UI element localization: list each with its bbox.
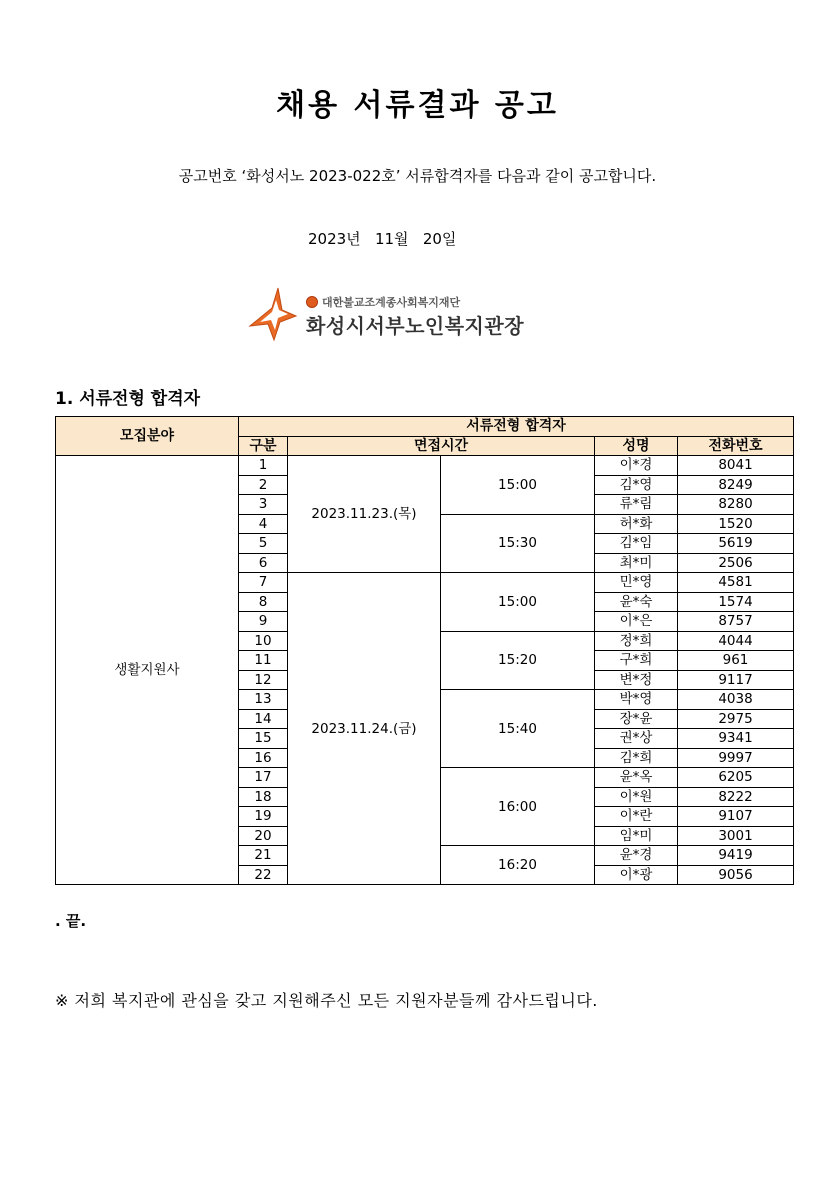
logo-star-icon — [248, 286, 298, 342]
phone-cell: 9056 — [678, 865, 794, 885]
table-row — [56, 456, 794, 476]
thanks-note: ※ 저희 복지관에 관심을 갖고 지원해주신 모든 지원자분들께 감사드립니다. — [55, 991, 598, 1010]
name-cell: 김*임 — [595, 534, 678, 554]
name-cell: 류*림 — [595, 495, 678, 515]
row-no-cell: 3 — [239, 495, 288, 515]
row-no-cell: 9 — [239, 612, 288, 632]
name-cell: 이*경 — [595, 456, 678, 476]
phone-cell: 9117 — [678, 670, 794, 690]
header-phone: 전화번호 — [678, 436, 794, 456]
phone-cell: 2506 — [678, 553, 794, 573]
dharma-wheel-icon — [306, 296, 318, 308]
phone-cell: 8249 — [678, 475, 794, 495]
phone-cell: 4038 — [678, 690, 794, 710]
row-no-cell: 19 — [239, 807, 288, 827]
name-cell: 최*미 — [595, 553, 678, 573]
phone-cell: 9107 — [678, 807, 794, 827]
phone-cell: 1574 — [678, 592, 794, 612]
name-cell: 변*정 — [595, 670, 678, 690]
phone-cell: 4581 — [678, 573, 794, 593]
name-cell: 임*미 — [595, 826, 678, 846]
phone-cell: 3001 — [678, 826, 794, 846]
name-cell: 장*윤 — [595, 709, 678, 729]
row-no-cell: 11 — [239, 651, 288, 671]
phone-cell: 8222 — [678, 787, 794, 807]
logo-foundation-text: 대한불교조계종사회복지재단 — [322, 296, 461, 309]
section-heading: 1. 서류전형 합격자 — [55, 389, 201, 409]
name-cell: 권*상 — [595, 729, 678, 749]
phone-cell: 1520 — [678, 514, 794, 534]
row-no-cell: 22 — [239, 865, 288, 885]
header-no: 구분 — [239, 436, 288, 456]
row-no-cell: 5 — [239, 534, 288, 554]
interview-date-cell: 2023.11.24.(금) — [288, 573, 441, 885]
name-cell: 구*희 — [595, 651, 678, 671]
row-no-cell: 13 — [239, 690, 288, 710]
notice-line: 공고번호 ‘화성서노 2023-022호’ 서류합격자를 다음과 같이 공고합니다. — [178, 167, 657, 185]
row-no-cell: 7 — [239, 573, 288, 593]
results-table — [55, 416, 794, 885]
header-interview-time: 면접시간 — [288, 436, 595, 456]
row-no-cell: 20 — [239, 826, 288, 846]
row-no-cell: 18 — [239, 787, 288, 807]
header-field: 모집분야 — [56, 417, 239, 456]
phone-cell: 8041 — [678, 456, 794, 476]
interview-date-cell: 2023.11.23.(목) — [288, 456, 441, 573]
name-cell: 이*란 — [595, 807, 678, 827]
phone-cell: 6205 — [678, 768, 794, 788]
phone-cell: 9997 — [678, 748, 794, 768]
interview-time-cell: 15:20 — [441, 631, 595, 690]
phone-cell: 9341 — [678, 729, 794, 749]
name-cell: 정*희 — [595, 631, 678, 651]
results-body — [56, 456, 794, 885]
logo-center-name: 화성시서부노인복지관장 — [306, 314, 525, 338]
interview-time-cell: 15:40 — [441, 690, 595, 768]
row-no-cell: 21 — [239, 846, 288, 866]
row-no-cell: 15 — [239, 729, 288, 749]
name-cell: 이*광 — [595, 865, 678, 885]
name-cell: 윤*숙 — [595, 592, 678, 612]
header-group: 서류전형 합격자 — [239, 417, 794, 437]
row-no-cell: 6 — [239, 553, 288, 573]
announcement-date: 2023년 11월 20일 — [308, 230, 457, 248]
name-cell: 김*희 — [595, 748, 678, 768]
phone-cell: 8280 — [678, 495, 794, 515]
organization-logo — [248, 286, 548, 342]
phone-cell: 9419 — [678, 846, 794, 866]
name-cell: 민*영 — [595, 573, 678, 593]
interview-time-cell: 15:30 — [441, 514, 595, 573]
row-no-cell: 16 — [239, 748, 288, 768]
end-mark: . 끝. — [55, 912, 87, 930]
field-cell: 생활지원사 — [56, 456, 239, 885]
phone-cell: 961 — [678, 651, 794, 671]
document-title: 채용 서류결과 공고 — [276, 88, 559, 123]
interview-time-cell: 15:00 — [441, 573, 595, 632]
row-no-cell: 2 — [239, 475, 288, 495]
logo-foundation — [306, 294, 460, 310]
name-cell: 허*화 — [595, 514, 678, 534]
phone-cell: 8757 — [678, 612, 794, 632]
name-cell: 김*영 — [595, 475, 678, 495]
row-no-cell: 1 — [239, 456, 288, 476]
interview-time-cell: 15:00 — [441, 456, 595, 515]
phone-cell: 2975 — [678, 709, 794, 729]
name-cell: 이*은 — [595, 612, 678, 632]
row-no-cell: 12 — [239, 670, 288, 690]
interview-time-cell: 16:20 — [441, 846, 595, 885]
header-name: 성명 — [595, 436, 678, 456]
row-no-cell: 14 — [239, 709, 288, 729]
name-cell: 윤*옥 — [595, 768, 678, 788]
interview-time-cell: 16:00 — [441, 768, 595, 846]
name-cell: 윤*경 — [595, 846, 678, 866]
row-no-cell: 8 — [239, 592, 288, 612]
name-cell: 박*영 — [595, 690, 678, 710]
phone-cell: 4044 — [678, 631, 794, 651]
phone-cell: 5619 — [678, 534, 794, 554]
row-no-cell: 17 — [239, 768, 288, 788]
row-no-cell: 10 — [239, 631, 288, 651]
row-no-cell: 4 — [239, 514, 288, 534]
name-cell: 이*원 — [595, 787, 678, 807]
